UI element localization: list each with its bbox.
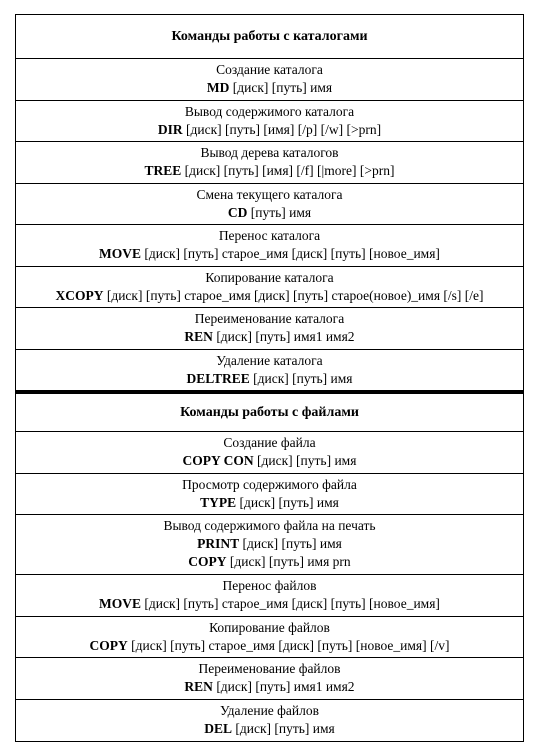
command-arguments: [путь] имя (247, 204, 312, 220)
command-syntax (16, 162, 523, 180)
command-description: Переименование каталога (194, 311, 345, 326)
command-name: MOVE (99, 596, 142, 611)
section-title: Команды работы с файлами (180, 404, 359, 420)
command-name: REN (184, 679, 213, 694)
command-syntax (16, 287, 523, 305)
command-description: Создание каталога (216, 62, 323, 77)
command-description: Удаление файлов (219, 702, 319, 718)
command-arguments: [диск] [путь] имя (249, 370, 353, 386)
command-arguments: [диск] [путь] старое_имя [диск] [путь] [новое_имя] [/v] (127, 637, 450, 653)
file-commands-section (16, 432, 523, 741)
table-row (16, 474, 523, 516)
table-row (16, 267, 523, 309)
command-name: DELTREE (186, 370, 250, 386)
command-arguments: [диск] [путь] имя1 имя2 (212, 329, 355, 344)
directory-commands-section (16, 59, 523, 391)
table-row (16, 700, 523, 741)
table-row (16, 101, 523, 143)
command-description: Переименование файлов (198, 661, 341, 676)
command-name: DIR (157, 121, 183, 137)
table-row (16, 432, 523, 474)
command-syntax (16, 370, 523, 388)
command-name: MOVE (99, 246, 142, 261)
command-description: Перенос файлов (222, 578, 317, 593)
command-description: Удаление каталога (216, 352, 323, 368)
command-syntax (16, 245, 523, 263)
table-row (16, 59, 523, 101)
command-syntax (16, 720, 523, 738)
command-arguments: [диск] [путь] старое_имя [диск] [путь] [новое_имя] (141, 596, 440, 611)
command-arguments: [диск] [путь] имя (236, 494, 339, 510)
table-row (16, 575, 523, 617)
command-description: Вывод содержимого каталога (184, 103, 355, 119)
table-row (16, 658, 523, 700)
table-row (16, 142, 523, 184)
command-arguments: [диск] [путь] имя (253, 453, 357, 468)
table-row (16, 308, 523, 350)
command-name: XCOPY (55, 287, 104, 303)
command-description: Вывод дерева каталогов (200, 145, 339, 160)
command-syntax (16, 79, 523, 97)
command-description: Создание файла (223, 435, 316, 450)
command-description: Просмотр содержимого файла (182, 476, 357, 492)
command-syntax (16, 204, 523, 222)
command-name: DEL (204, 720, 232, 736)
command-name: COPY (188, 554, 227, 569)
command-name: COPY (89, 637, 128, 653)
commands-table (15, 14, 524, 742)
command-name: MD (206, 80, 230, 95)
command-arguments: [диск] [путь] имя (232, 720, 335, 736)
command-description: Вывод содержимого файла на печать (163, 518, 376, 533)
command-arguments: [диск] [путь] имя prn (226, 554, 351, 569)
command-syntax (16, 494, 523, 512)
table-row (16, 617, 523, 659)
table-row (16, 225, 523, 267)
command-arguments: [диск] [путь] [имя] [/f] [|more] [>prn] (181, 163, 395, 178)
command-description: Копирование файлов (209, 619, 330, 635)
command-syntax (16, 452, 523, 470)
command-description: Копирование каталога (205, 269, 334, 285)
command-arguments: [диск] [путь] имя (239, 536, 342, 551)
command-name: COPY CON (182, 453, 254, 468)
section-title: Команды работы с каталогами (171, 28, 368, 44)
command-syntax (16, 637, 523, 655)
command-name: TYPE (200, 494, 237, 510)
command-syntax (16, 535, 523, 553)
command-name: TREE (144, 163, 182, 178)
command-arguments: [диск] [путь] [имя] [/p] [/w] [>prn] (182, 121, 382, 137)
command-arguments: [диск] [путь] имя (229, 80, 333, 95)
command-name: PRINT (197, 536, 240, 551)
command-syntax (16, 328, 523, 346)
command-name: REN (184, 329, 213, 344)
command-arguments: [диск] [путь] старое_имя [диск] [путь] старое(новое)_имя [/s] [/e] (103, 287, 484, 303)
table-row (16, 515, 523, 575)
table-row (16, 350, 523, 392)
table-row (16, 184, 523, 226)
command-syntax (16, 595, 523, 613)
command-syntax (16, 121, 523, 139)
command-arguments: [диск] [путь] старое_имя [диск] [путь] [новое_имя] (141, 246, 440, 261)
command-arguments: [диск] [путь] имя1 имя2 (212, 679, 355, 694)
command-description: Смена текущего каталога (196, 186, 343, 202)
command-syntax (16, 678, 523, 696)
file-commands-header (16, 391, 523, 432)
directory-commands-header (16, 15, 523, 59)
command-syntax (16, 553, 523, 571)
command-name: CD (227, 204, 248, 220)
command-description: Перенос каталога (218, 228, 321, 243)
